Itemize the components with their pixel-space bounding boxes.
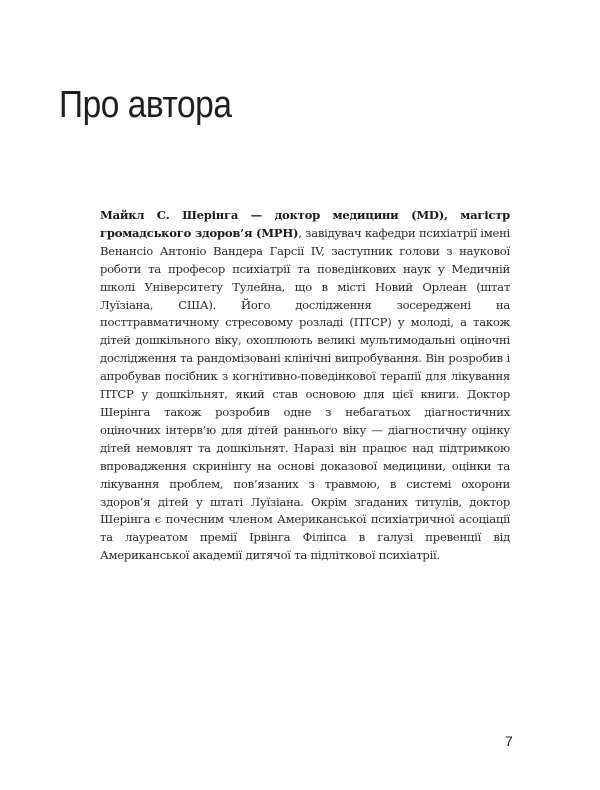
page-title: Про автора [59,84,232,126]
author-bio-paragraph [100,207,510,565]
author-bio-text: , завідувач кафедри психіатрії імені Венансіо Антоніо Вандера Гарсії IV, заступник голови з наукової роботи та професор психіатрії та поведінкових наук у Медичній школі Університету Тулейна, що в місті Новий Орлеан (штат Луїзіана, США). Його дослідження зосереджені на посттравматичному стресовому розладі (ПТСР) у молоді, а також дітей дошкільного віку, охоплюють великі мультимодальні оціночні дослідження та рандомізовані клінічні випробування. Він розробив і апробував посібник з когнітивно-поведінкової терапії для лікування ПТСР у дошкільнят, який став основою для цієї книги. Доктор Шерінга також розробив одне з небагатьох діагностичних оціночних інтерв’ю для дітей раннього віку — діагностичну оцінку дітей немовлят та дошкільнят. Наразі він працює над підтримкою впровадження скринінгу на основі доказової медицини, оцінки та лікування проблем, пов’язаних з травмою, в системі охорони здоров’я дітей у штаті Луїзіана. Окрім згаданих титулів, доктор Шерінга є почесним членом Американської психіатричної асоціації та лауреатом премії Ірвінга Філіпса в галузі превенції від Американської академії дитячої та підліткової психіатрії. [100,225,511,563]
author-name-credentials: Майкл С. Шерінга — доктор медицини (MD), магістр громадського здоров’я (MPH) [100,208,510,240]
page-number: 7 [505,733,513,749]
